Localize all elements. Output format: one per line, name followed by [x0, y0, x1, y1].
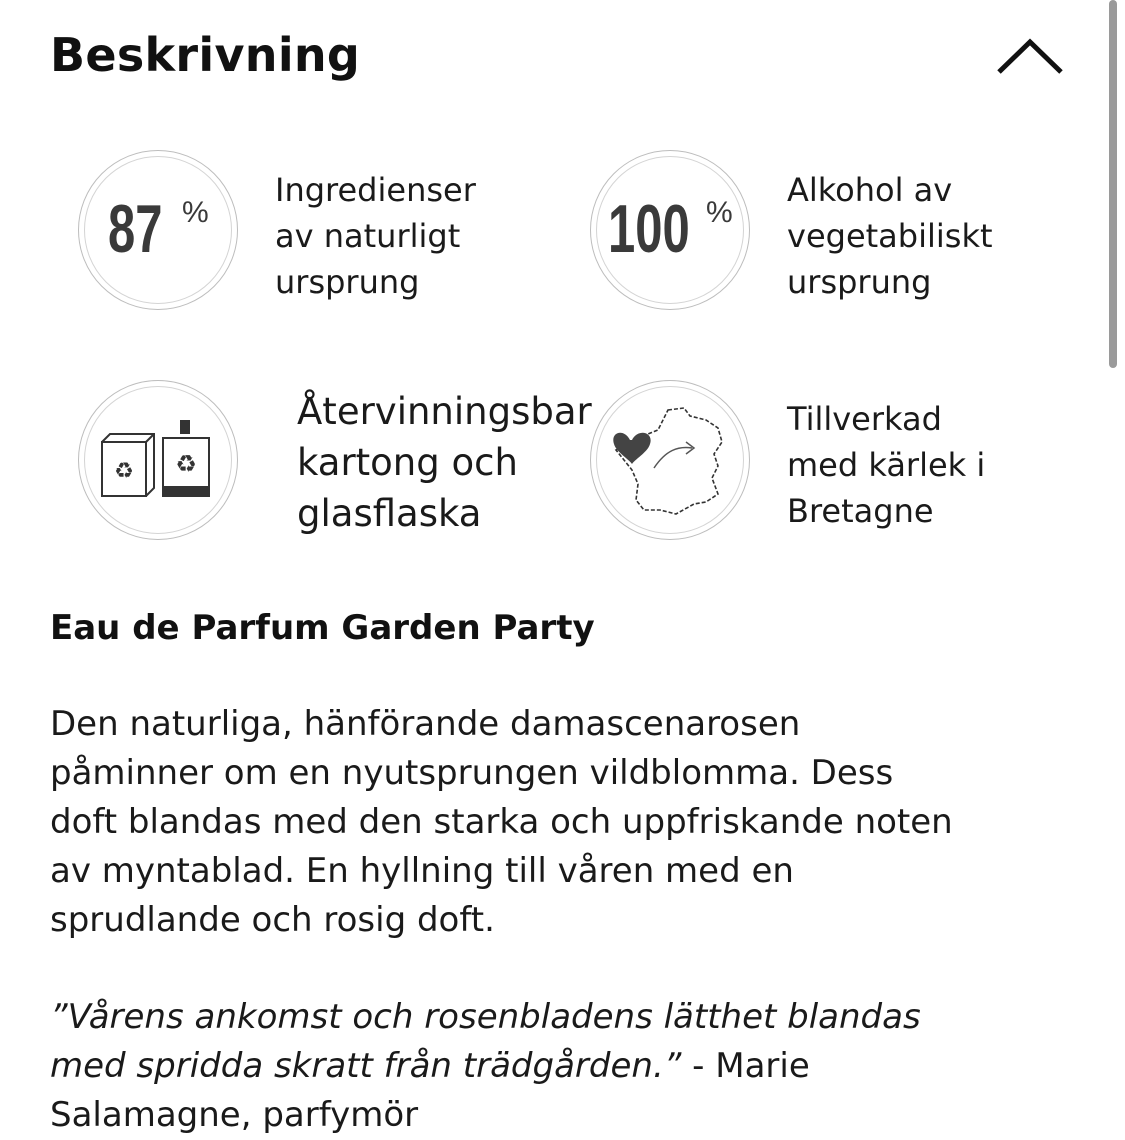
description-line: av myntablad. En hyllning till våren med en — [50, 851, 794, 891]
badge-unit: % — [182, 196, 209, 229]
quote-attribution: - Marie — [681, 1046, 810, 1086]
badge-label-line: Ingredienser — [275, 171, 476, 209]
badge-label-line: ursprung — [275, 263, 420, 301]
badge-label — [297, 386, 592, 539]
product-description — [50, 700, 1080, 945]
badge-label-line: Tillverkad — [787, 400, 942, 438]
badge-label-line: Återvinningsbar — [297, 390, 592, 433]
badge-label-line: Alkohol av — [787, 171, 953, 209]
badge-value: 87 — [108, 191, 163, 267]
chevron-up-icon[interactable] — [995, 32, 1065, 78]
badge-label — [787, 396, 985, 534]
quote-line — [50, 993, 1080, 1042]
badge-label-line: av naturligt — [275, 217, 461, 255]
badge-label-line: vegetabiliskt — [787, 217, 993, 255]
badge-value: 100 — [608, 191, 690, 267]
france-map-heart-icon — [606, 398, 736, 532]
quote-line — [50, 1042, 1080, 1091]
description-line: påminner om en nyutsprungen vildblomma. Dess — [50, 753, 894, 793]
description-line: Den naturliga, hänförande damascenarosen — [50, 704, 801, 744]
scrollbar[interactable] — [1105, 0, 1125, 1125]
quote-attribution: Salamagne, parfymör — [50, 1095, 419, 1135]
svg-text:♻: ♻ — [114, 459, 134, 484]
badge-unit: % — [706, 196, 733, 229]
badge-label-line: glasflaska — [297, 492, 482, 535]
product-name: Eau de Parfum Garden Party — [50, 608, 595, 648]
badge-label-line: kartong och — [297, 441, 518, 484]
description-section-header[interactable] — [50, 22, 1065, 92]
quote-text: ”Vårens ankomst och rosenbladens lätthet blandas — [50, 997, 921, 1037]
description-line: sprudlande och rosig doft. — [50, 900, 495, 940]
recyclable-packaging-icon — [98, 410, 218, 514]
badge-percentage — [108, 190, 209, 268]
quote-text: med spridda skratt från trädgården.” — [50, 1046, 682, 1086]
badge-label — [787, 167, 993, 305]
svg-text:♻: ♻ — [175, 450, 197, 478]
badge-label — [275, 167, 476, 305]
badge-label-line: ursprung — [787, 263, 932, 301]
section-title: Beskrivning — [50, 28, 361, 82]
perfumer-quote — [50, 993, 1080, 1140]
scrollbar-thumb[interactable] — [1109, 0, 1117, 368]
description-line: doft blandas med den starka och uppfriskande noten — [50, 802, 953, 842]
badge-label-line: Bretagne — [787, 492, 934, 530]
badge-percentage — [608, 190, 733, 268]
badge-label-line: med kärlek i — [787, 446, 986, 484]
